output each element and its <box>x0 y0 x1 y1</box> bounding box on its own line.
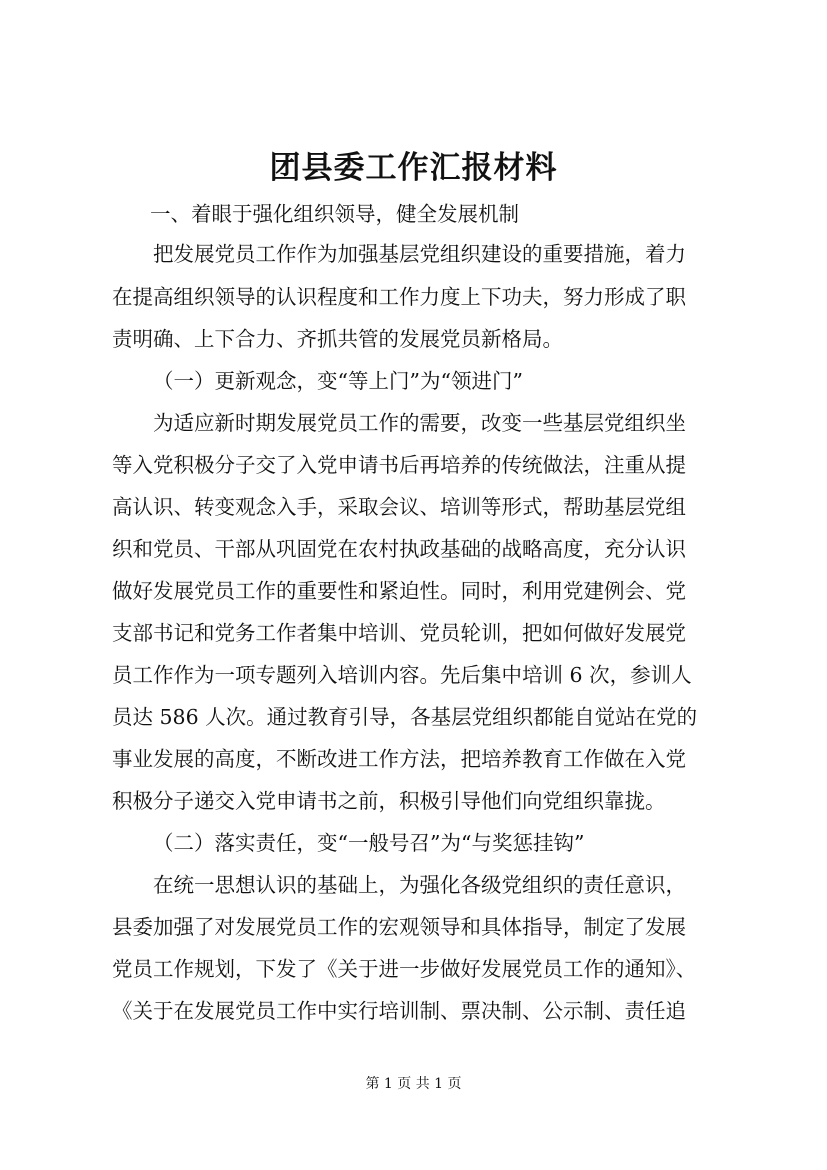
paragraph-line: 在统一思想认识的基础上，为强化各级党组织的责任意识， <box>153 873 686 897</box>
paragraph-line: 积极分子递交入党申请书之前，积极引导他们向党组织靠拢。 <box>112 789 666 813</box>
paragraph-line: 把发展党员工作作为加强基层党组织建设的重要措施，着力 <box>153 242 686 266</box>
paragraph-line: 责明确、上下合力、齐抓共管的发展党员新格局。 <box>112 327 563 351</box>
subsection-heading-1: （一）更新观念，变“等上门”为“领进门” <box>153 369 523 393</box>
document-title: 团县委工作汇报材料 <box>269 150 558 186</box>
page-footer: 第 1 页 共 1 页 <box>365 1076 462 1092</box>
paragraph-line: 员达 586 人次。通过教育引导，各基层党组织都能自觉站在党的 <box>112 705 698 729</box>
paragraph-line: 做好发展党员工作的重要性和紧迫性。同时，利用党建例会、党 <box>112 579 686 603</box>
paragraph-line: 员工作作为一项专题列入培训内容。先后集中培训 6 次，参训人 <box>112 663 692 687</box>
paragraph-line: 党员工作规划，下发了《关于进一步做好发展党员工作的通知》、 <box>112 957 697 981</box>
paragraph-line: 高认识、转变观念入手，采取会议、培训等形式，帮助基层党组 <box>112 495 686 519</box>
section-heading-1: 一、着眼于强化组织领导，健全发展机制 <box>150 202 519 226</box>
paragraph-line: 为适应新时期发展党员工作的需要，改变一些基层党组织坐 <box>153 411 686 435</box>
paragraph-line: 在提高组织领导的认识程度和工作力度上下功夫，努力形成了职 <box>112 285 686 309</box>
paragraph-line: 支部书记和党务工作者集中培训、党员轮训，把如何做好发展党 <box>112 621 686 645</box>
paragraph-line: 等入党积极分子交了入党申请书后再培养的传统做法，注重从提 <box>112 453 686 477</box>
paragraph-line: 织和党员、干部从巩固党在农村执政基础的战略高度，充分认识 <box>112 537 686 561</box>
paragraph-line: 县委加强了对发展党员工作的宏观领导和具体指导，制定了发展 <box>112 915 686 939</box>
paragraph-line: 事业发展的高度，不断改进工作方法，把培养教育工作做在入党 <box>112 747 686 771</box>
subsection-heading-2: （二）落实责任，变“一般号召”为“与奖惩挂钩” <box>153 831 585 855</box>
paragraph-line: 《关于在发展党员工作中实行培训制、票决制、公示制、责任追 <box>112 999 686 1023</box>
